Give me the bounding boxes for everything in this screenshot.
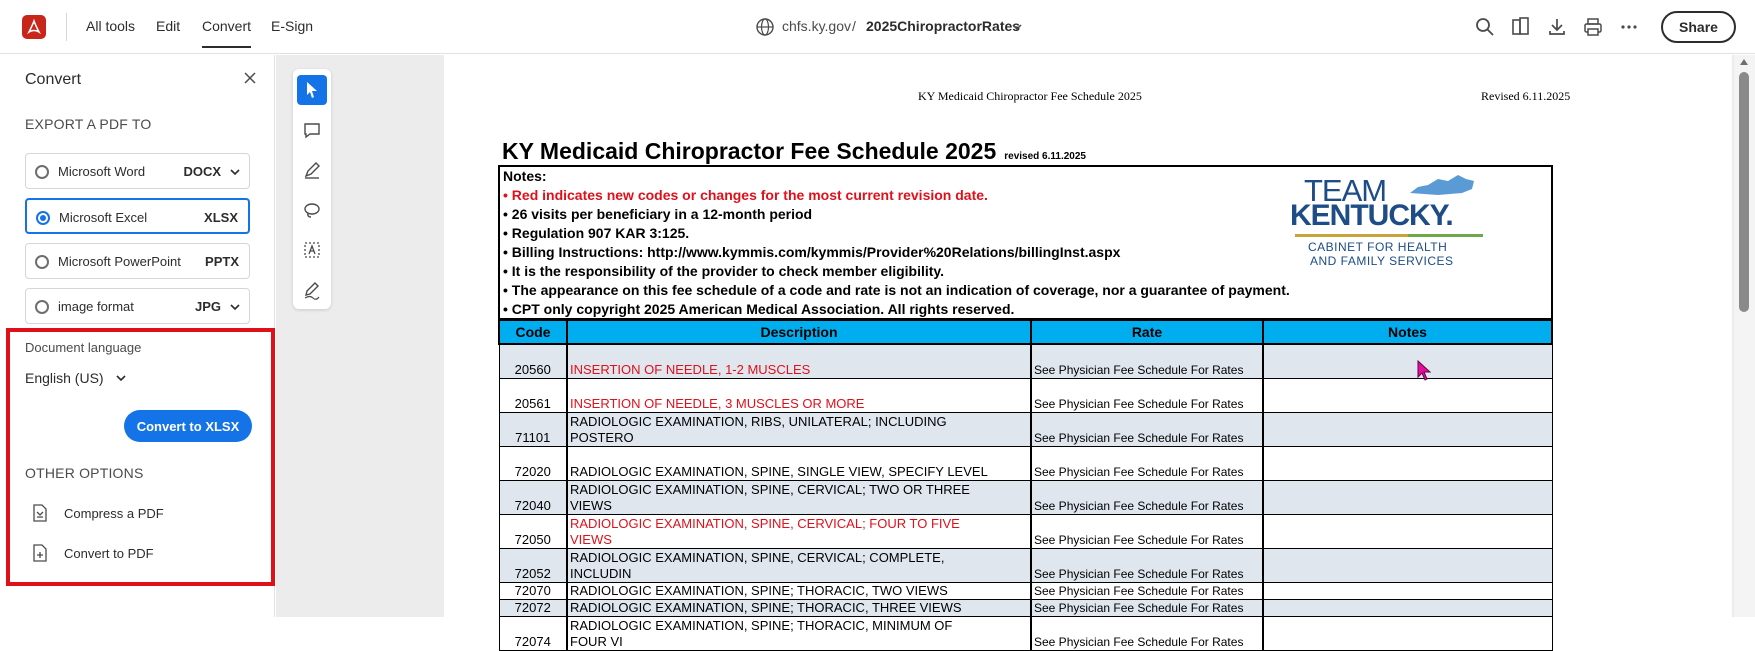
share-button[interactable]: Share bbox=[1661, 11, 1736, 43]
breadcrumb-site[interactable]: chfs.ky.gov bbox=[782, 18, 851, 34]
description-line: RADIOLOGIC EXAMINATION, SPINE; THORACIC, THREE VIEWS bbox=[570, 599, 962, 615]
convert-to-pdf-label: Convert to PDF bbox=[64, 545, 154, 561]
cell-code: 72050 bbox=[499, 514, 567, 548]
cell-code: 20561 bbox=[499, 378, 567, 412]
format-name: Microsoft Word bbox=[58, 164, 146, 179]
kentucky-state-icon bbox=[1408, 173, 1478, 197]
format-ext: XLSX bbox=[204, 210, 238, 225]
document-language-label: Document language bbox=[25, 340, 142, 355]
cell-rate: See Physician Fee Schedule For Rates bbox=[1031, 599, 1263, 616]
cell-notes bbox=[1263, 344, 1552, 378]
radio-button[interactable] bbox=[35, 300, 49, 314]
description-line: INSERTION OF NEEDLE, 3 MUSCLES OR MORE bbox=[570, 395, 865, 411]
scroll-up-arrow[interactable] bbox=[1740, 59, 1748, 65]
select-tool-button[interactable] bbox=[297, 75, 327, 105]
cell-notes bbox=[1263, 599, 1552, 616]
table-row bbox=[499, 616, 1552, 650]
description-line: VIEWS bbox=[570, 531, 612, 547]
search-icon[interactable] bbox=[1474, 16, 1496, 38]
nav-e-sign[interactable]: E-Sign bbox=[271, 18, 314, 34]
cell-description bbox=[567, 514, 1031, 548]
comment-icon bbox=[302, 120, 322, 140]
cell-description bbox=[567, 582, 1031, 599]
text-select-icon bbox=[302, 240, 322, 260]
format-ext: DOCX bbox=[183, 164, 221, 179]
sign-icon bbox=[302, 280, 322, 300]
description-line: INSERTION OF NEEDLE, 1-2 MUSCLES bbox=[570, 361, 811, 377]
format-option-image[interactable] bbox=[25, 288, 250, 324]
radio-button-selected[interactable] bbox=[36, 211, 50, 225]
description-line: POSTERO bbox=[570, 429, 634, 445]
cell-notes bbox=[1263, 412, 1552, 446]
page-header-revised: Revised 6.11.2025 bbox=[1481, 89, 1571, 103]
description-line: RADIOLOGIC EXAMINATION, SPINE, CERVICAL; COMPLETE, bbox=[570, 549, 945, 565]
format-name: Microsoft Excel bbox=[59, 210, 148, 225]
table-row bbox=[499, 548, 1552, 582]
format-option-powerpoint[interactable] bbox=[25, 243, 250, 279]
column-header-notes: Notes bbox=[1263, 320, 1552, 344]
text-select-tool-button[interactable] bbox=[297, 235, 327, 265]
top-toolbar bbox=[0, 0, 1755, 54]
description-line: RADIOLOGIC EXAMINATION, SPINE; THORACIC, TWO VIEWS bbox=[570, 582, 948, 598]
radio-button[interactable] bbox=[35, 255, 49, 269]
format-option-word[interactable] bbox=[25, 153, 250, 189]
format-name: image format bbox=[58, 299, 134, 314]
cell-code: 72072 bbox=[499, 599, 567, 616]
scroll-thumb[interactable] bbox=[1739, 72, 1749, 312]
note-line: • 26 visits per beneficiary in a 12-month period bbox=[503, 206, 813, 222]
table-row bbox=[499, 378, 1552, 412]
table-header-row bbox=[499, 320, 1552, 344]
logo-kentucky-text: KENTUCKY. bbox=[1290, 199, 1453, 232]
notes-box bbox=[498, 165, 1553, 320]
description-line: INCLUDIN bbox=[570, 565, 632, 581]
team-kentucky-logo bbox=[1290, 171, 1490, 271]
cell-rate: See Physician Fee Schedule For Rates bbox=[1031, 446, 1263, 480]
breadcrumb-file[interactable]: 2025ChiropractorRates bbox=[866, 18, 1021, 34]
table-row bbox=[499, 446, 1552, 480]
document-title-text: KY Medicaid Chiropractor Fee Schedule 2025 bbox=[502, 138, 997, 164]
cell-rate: See Physician Fee Schedule For Rates bbox=[1031, 412, 1263, 446]
note-line: • Regulation 907 KAR 3:125. bbox=[503, 225, 690, 241]
cell-description bbox=[567, 344, 1031, 378]
page-header-title: KY Medicaid Chiropractor Fee Schedule 2025 bbox=[918, 89, 1142, 103]
convert-to-pdf-option[interactable] bbox=[30, 543, 154, 563]
other-options-heading: OTHER OPTIONS bbox=[25, 465, 144, 481]
comment-tool-button[interactable] bbox=[297, 115, 327, 145]
description-line: RADIOLOGIC EXAMINATION, SPINE, CERVICAL; TWO OR THREE bbox=[570, 481, 970, 497]
note-line: • Billing Instructions: http://www.kymmis.com/kymmis/Provider%20Relations/billingInst.aspx bbox=[503, 244, 1121, 260]
compress-pdf-label: Compress a PDF bbox=[64, 505, 164, 521]
chevron-down-icon[interactable] bbox=[1011, 22, 1023, 32]
sign-tool-button[interactable] bbox=[297, 275, 327, 305]
lasso-icon bbox=[302, 200, 322, 220]
panel-title: Convert bbox=[25, 71, 82, 88]
document-language-select[interactable] bbox=[25, 370, 127, 386]
table-body bbox=[499, 344, 1552, 650]
note-line: • The appearance on this fee schedule of a code and rate is not an indication of coverage, nor a guarantee of payment. bbox=[503, 282, 1290, 298]
chevron-down-icon[interactable] bbox=[229, 168, 241, 177]
divider bbox=[66, 13, 67, 41]
table-row bbox=[499, 599, 1552, 616]
cell-notes bbox=[1263, 548, 1552, 582]
description-line: FOUR VI bbox=[570, 633, 623, 649]
note-line: • It is the responsibility of the provider to check member eligibility. bbox=[503, 263, 945, 279]
download-icon[interactable] bbox=[1546, 16, 1568, 38]
description-line: RADIOLOGIC EXAMINATION, SPINE, CERVICAL; FOUR TO FIVE bbox=[570, 515, 960, 531]
compress-icon bbox=[30, 503, 50, 523]
logo-family-text: AND FAMILY SERVICES bbox=[1310, 254, 1454, 268]
cell-code: 20560 bbox=[499, 344, 567, 378]
logo-cabinet-text: CABINET FOR HEALTH bbox=[1308, 240, 1448, 254]
notes-heading: Notes: bbox=[503, 168, 547, 184]
cell-rate: See Physician Fee Schedule For Rates bbox=[1031, 548, 1263, 582]
cell-notes bbox=[1263, 446, 1552, 480]
cell-code: 72070 bbox=[499, 582, 567, 599]
nav-convert[interactable]: Convert bbox=[202, 18, 251, 48]
convert-pdf-icon bbox=[30, 543, 50, 563]
radio-button[interactable] bbox=[35, 165, 49, 179]
cell-description bbox=[567, 616, 1031, 650]
print-icon[interactable] bbox=[1582, 16, 1604, 38]
format-option-excel[interactable] bbox=[25, 198, 250, 234]
cell-description bbox=[567, 446, 1031, 480]
cell-code: 71101 bbox=[499, 412, 567, 446]
cell-notes bbox=[1263, 582, 1552, 599]
cell-notes bbox=[1263, 514, 1552, 548]
cursor-icon bbox=[1416, 360, 1432, 382]
column-header-code: Code bbox=[499, 320, 567, 344]
table-row bbox=[499, 344, 1552, 378]
close-icon[interactable] bbox=[244, 72, 256, 84]
convert-to-xlsx-button[interactable]: Convert to XLSX bbox=[124, 410, 252, 442]
lasso-tool-button[interactable] bbox=[297, 195, 327, 225]
cell-rate: See Physician Fee Schedule For Rates bbox=[1031, 582, 1263, 599]
cell-code: 72074 bbox=[499, 616, 567, 650]
compress-pdf-option[interactable] bbox=[30, 503, 164, 523]
cell-rate: See Physician Fee Schedule For Rates bbox=[1031, 344, 1263, 378]
cell-code: 72040 bbox=[499, 480, 567, 514]
column-header-description: Description bbox=[567, 320, 1031, 344]
column-header-rate: Rate bbox=[1031, 320, 1263, 344]
cell-notes bbox=[1263, 480, 1552, 514]
globe-icon bbox=[755, 17, 775, 37]
cell-rate: See Physician Fee Schedule For Rates bbox=[1031, 616, 1263, 650]
logo-underline bbox=[1295, 234, 1483, 237]
select-tool-icon bbox=[304, 81, 320, 99]
cell-notes bbox=[1263, 378, 1552, 412]
cell-description bbox=[567, 480, 1031, 514]
cell-code: 72052 bbox=[499, 548, 567, 582]
chevron-down-icon[interactable] bbox=[229, 303, 241, 312]
pages-icon[interactable] bbox=[1510, 16, 1532, 38]
format-ext: JPG bbox=[194, 299, 221, 314]
format-ext: PPTX bbox=[205, 254, 239, 269]
note-line: • Red indicates new codes or changes for the most current revision date. bbox=[503, 187, 988, 203]
document-title bbox=[502, 138, 1086, 165]
cell-rate: See Physician Fee Schedule For Rates bbox=[1031, 378, 1263, 412]
table-row bbox=[499, 582, 1552, 599]
cell-description bbox=[567, 599, 1031, 616]
acrobat-logo-icon[interactable] bbox=[22, 15, 46, 39]
table-row bbox=[499, 480, 1552, 514]
breadcrumb-separator: / bbox=[852, 18, 856, 34]
vertical-scrollbar[interactable] bbox=[1734, 55, 1755, 617]
description-line: RADIOLOGIC EXAMINATION, SPINE, SINGLE VIEW, SPECIFY LEVEL bbox=[570, 463, 988, 479]
note-line: • CPT only copyright 2025 American Medical Association. All rights reserved. bbox=[503, 301, 1015, 317]
cell-description bbox=[567, 412, 1031, 446]
more-icon[interactable] bbox=[1618, 16, 1640, 38]
cell-rate: See Physician Fee Schedule For Rates bbox=[1031, 480, 1263, 514]
cell-notes bbox=[1263, 616, 1552, 650]
highlight-pen-icon bbox=[302, 160, 322, 180]
description-line: VIEWS bbox=[570, 497, 612, 513]
nav-edit[interactable]: Edit bbox=[156, 18, 181, 34]
description-line: RADIOLOGIC EXAMINATION, RIBS, UNILATERAL; INCLUDING bbox=[570, 413, 947, 429]
logo-team-text: TEAM bbox=[1304, 173, 1387, 208]
cell-code: 72020 bbox=[499, 446, 567, 480]
cell-description bbox=[567, 378, 1031, 412]
fee-schedule-table bbox=[498, 319, 1553, 651]
format-name: Microsoft PowerPoint bbox=[58, 254, 181, 269]
language-value: English (US) bbox=[25, 370, 104, 386]
cell-rate: See Physician Fee Schedule For Rates bbox=[1031, 514, 1263, 548]
description-line: RADIOLOGIC EXAMINATION, SPINE; THORACIC, MINIMUM OF bbox=[570, 617, 953, 633]
highlight-tool-button[interactable] bbox=[297, 155, 327, 185]
document-title-revised: revised 6.11.2025 bbox=[1004, 151, 1086, 162]
chevron-down-icon[interactable] bbox=[115, 374, 127, 383]
export-heading: EXPORT A PDF TO bbox=[25, 116, 152, 132]
table-row bbox=[499, 412, 1552, 446]
pdf-page bbox=[444, 55, 1732, 649]
annotation-toolbar bbox=[293, 69, 331, 309]
cell-description bbox=[567, 548, 1031, 582]
nav-all-tools[interactable]: All tools bbox=[86, 18, 136, 34]
table-row bbox=[499, 514, 1552, 548]
